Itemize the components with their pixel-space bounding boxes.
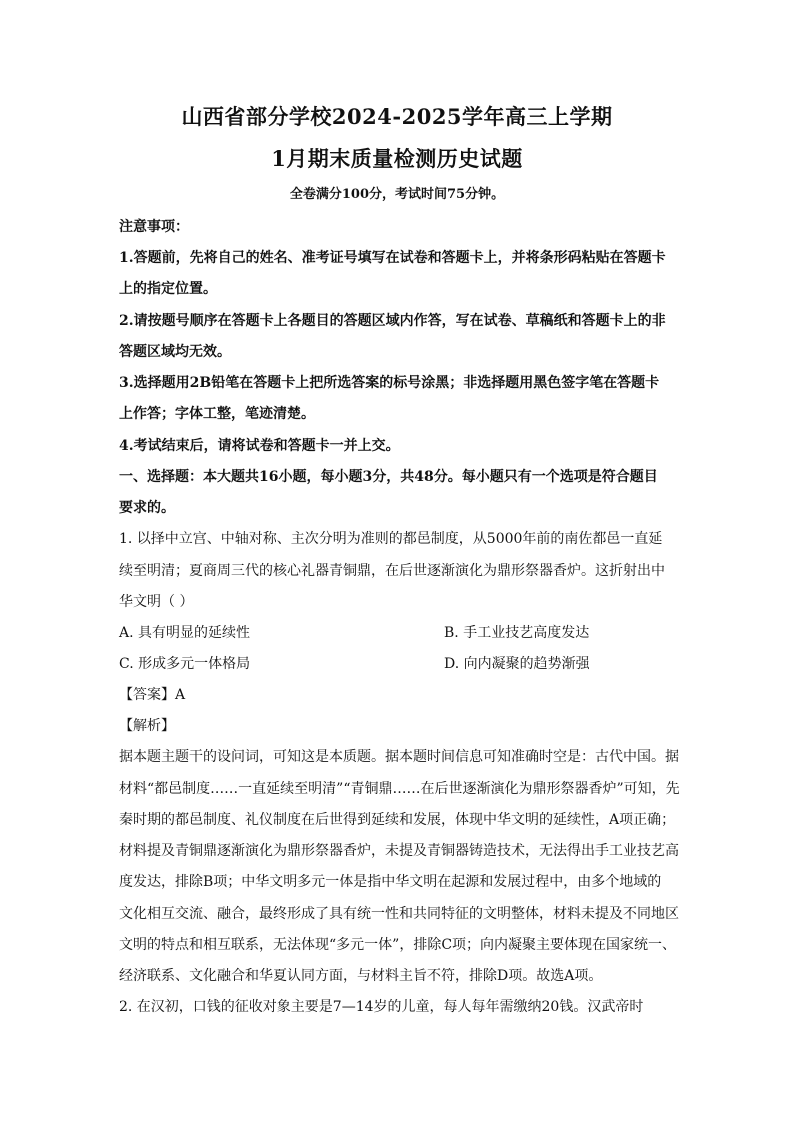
note-line: 4.考试结束后，请将试卷和答题卡一并上交。: [119, 438, 400, 454]
note-line: 3.选择题用2B铅笔在答题卡上把所选答案的标号涂黑；非选择题用黑色签字笔在答题卡: [119, 375, 660, 391]
q1-stem-line: 续至明清；夏商周三代的核心礼器青铜鼎，在后世逐渐演化为鼎形祭器香炉。这折射出中: [119, 563, 665, 579]
note-line: 1.答题前，先将自己的姓名、准考证号填写在试卷和答题卡上，并将条形码粘贴在答题卡: [119, 250, 666, 266]
section-heading-line: 一、选择题：本大题共16小题，每小题3分，共48分。每小题只有一个选项是符合题目: [119, 469, 658, 485]
q1-analysis-line: 据本题主题干的设问词，可知这是本质题。据本题时间信息可知准确时空是：古代中国。据: [119, 749, 679, 765]
exam-title-line2: 1月期末质量检测历史试题: [271, 146, 523, 171]
q1-option-b: B. 手工业技艺高度发达: [444, 625, 590, 641]
exam-subtitle: 全卷满分100分，考试时间75分钟。: [289, 187, 505, 202]
q1-analysis-line: 经济联系、文化融合和华夏认同方面，与材料主旨不符，排除D项。故选A项。: [119, 968, 603, 984]
note-line: 上作答；字体工整，笔迹清楚。: [119, 406, 315, 422]
q1-stem-line: 1. 以择中立宫、中轴对称、主次分明为准则的都邑制度，从5000年前的南佐都邑一直延: [119, 531, 663, 547]
q1-option-d: D. 向内凝聚的趋势渐强: [444, 656, 590, 672]
q1-analysis-line: 秦时期的都邑制度、礼仪制度在后世得到延续和发展，体现中华文明的延续性，A项正确；: [119, 812, 676, 828]
q1-answer: 【答案】A: [119, 687, 186, 703]
q1-option-c: C. 形成多元一体格局: [119, 656, 251, 672]
q1-analysis-line: 材料提及青铜鼎逐渐演化为鼎形祭器香炉，未提及青铜器铸造技术，无法得出手工业技艺高: [119, 843, 679, 859]
exam-title-line1: 山西省部分学校2024-2025学年高三上学期: [181, 104, 613, 129]
note-line: 2.请按题号顺序在答题卡上各题目的答题区域内作答，写在试卷、草稿纸和答题卡上的非: [119, 313, 666, 329]
q1-analysis-line: 材料“都邑制度……一直延续至明清”“青铜鼎……在后世逐渐演化为鼎形祭器香炉”可知，先: [119, 781, 680, 797]
q1-analysis-heading: 【解析】: [119, 718, 175, 734]
note-line: 答题区域均无效。: [119, 344, 231, 360]
notes-heading: 注意事项：: [119, 219, 189, 235]
q1-option-a: A. 具有明显的延续性: [119, 625, 251, 641]
q1-analysis-line: 文化相互交流、融合，最终形成了具有统一性和共同特征的文明整体，材料未提及不同地区: [119, 906, 679, 922]
q2-stem-line: 2. 在汉初，口钱的征收对象主要是7—14岁的儿童，每人每年需缴纳20钱。汉武帝时: [119, 999, 644, 1015]
section-heading-line: 要求的。: [119, 500, 175, 516]
q1-analysis-line: 度发达，排除B项；中华文明多元一体是指中华文明在起源和发展过程中，由多个地域的: [119, 874, 662, 890]
note-line: 上的指定位置。: [119, 281, 217, 297]
q1-stem-line: 华文明（ ）: [119, 594, 194, 610]
q1-analysis-line: 文明的特点和相互联系，无法体现“多元一体”，排除C项；向内凝聚主要体现在国家统一、: [119, 937, 677, 953]
